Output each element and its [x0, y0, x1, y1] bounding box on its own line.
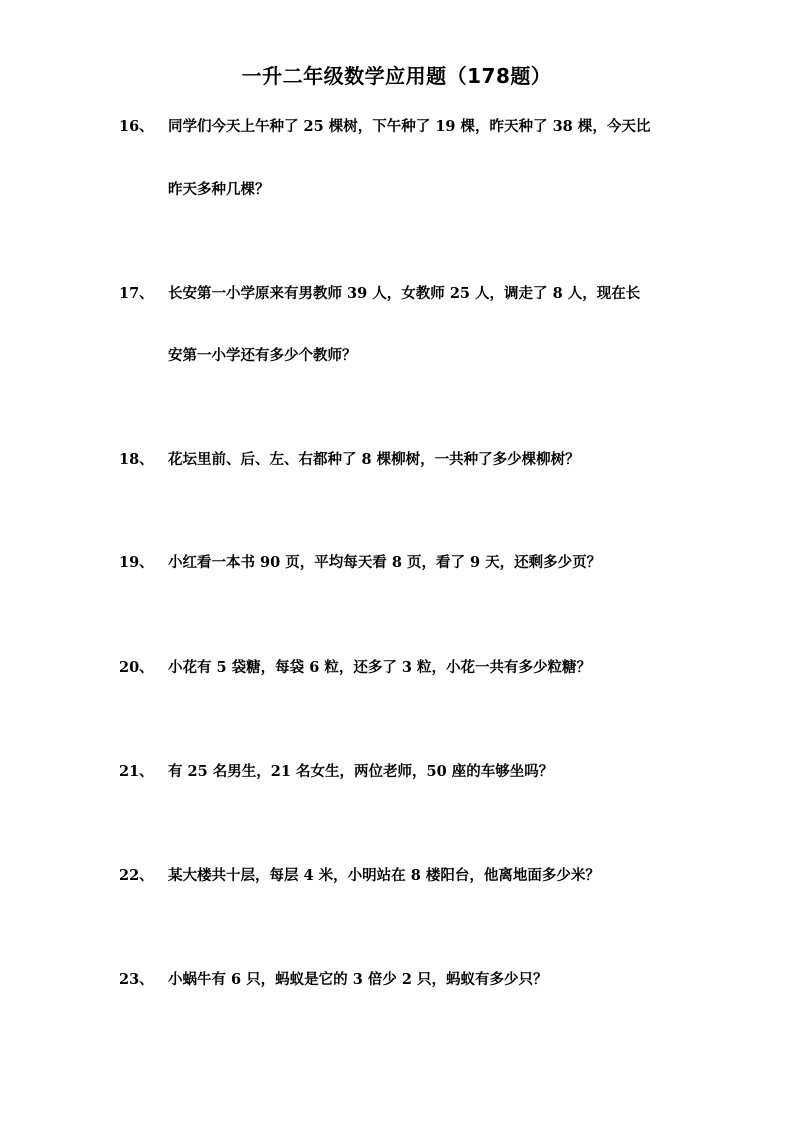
- problem-text-line: 小红看一本书 90 页，平均每天看 8 页，看了 9 天，还剩多少页？: [168, 554, 602, 571]
- problem-text-line: 安第一小学还有多少个教师？: [168, 347, 357, 364]
- problem-text-line: 小花有 5 袋糖，每袋 6 粒，还多了 3 粒，小花一共有多少粒糖？: [168, 659, 592, 676]
- problem-number: 20、: [119, 659, 154, 676]
- problem-number: 19、: [119, 554, 154, 571]
- problem-number: 22、: [119, 867, 154, 884]
- problem-text-line: 小蜗牛有 6 只，蚂蚁是它的 3 倍少 2 只，蚂蚁有多少只？: [168, 971, 548, 988]
- problem-text-line: 昨天多种几棵？: [168, 181, 270, 198]
- problem-text-line: 同学们今天上午种了 25 棵树，下午种了 19 棵，昨天种了 38 棵，今天比: [168, 118, 651, 135]
- problem-text-line: 长安第一小学原来有男教师 39 人，女教师 25 人，调走了 8 人，现在长: [168, 285, 641, 302]
- problem-number: 23、: [119, 971, 154, 988]
- problem-number: 21、: [119, 763, 154, 780]
- problem-number: 17、: [119, 285, 154, 302]
- problem-text-line: 某大楼共十层，每层 4 米，小明站在 8 楼阳台，他离地面多少米？: [168, 867, 600, 884]
- problem-text-line: 花坛里前、后、左、右都种了 8 棵柳树，一共种了多少棵柳树？: [168, 451, 580, 468]
- problem-number: 18、: [119, 451, 154, 468]
- page-title: 一升二年级数学应用题（178题）: [241, 64, 552, 88]
- problem-number: 16、: [119, 118, 154, 135]
- problem-text-line: 有 25 名男生，21 名女生，两位老师，50 座的车够坐吗？: [168, 763, 554, 780]
